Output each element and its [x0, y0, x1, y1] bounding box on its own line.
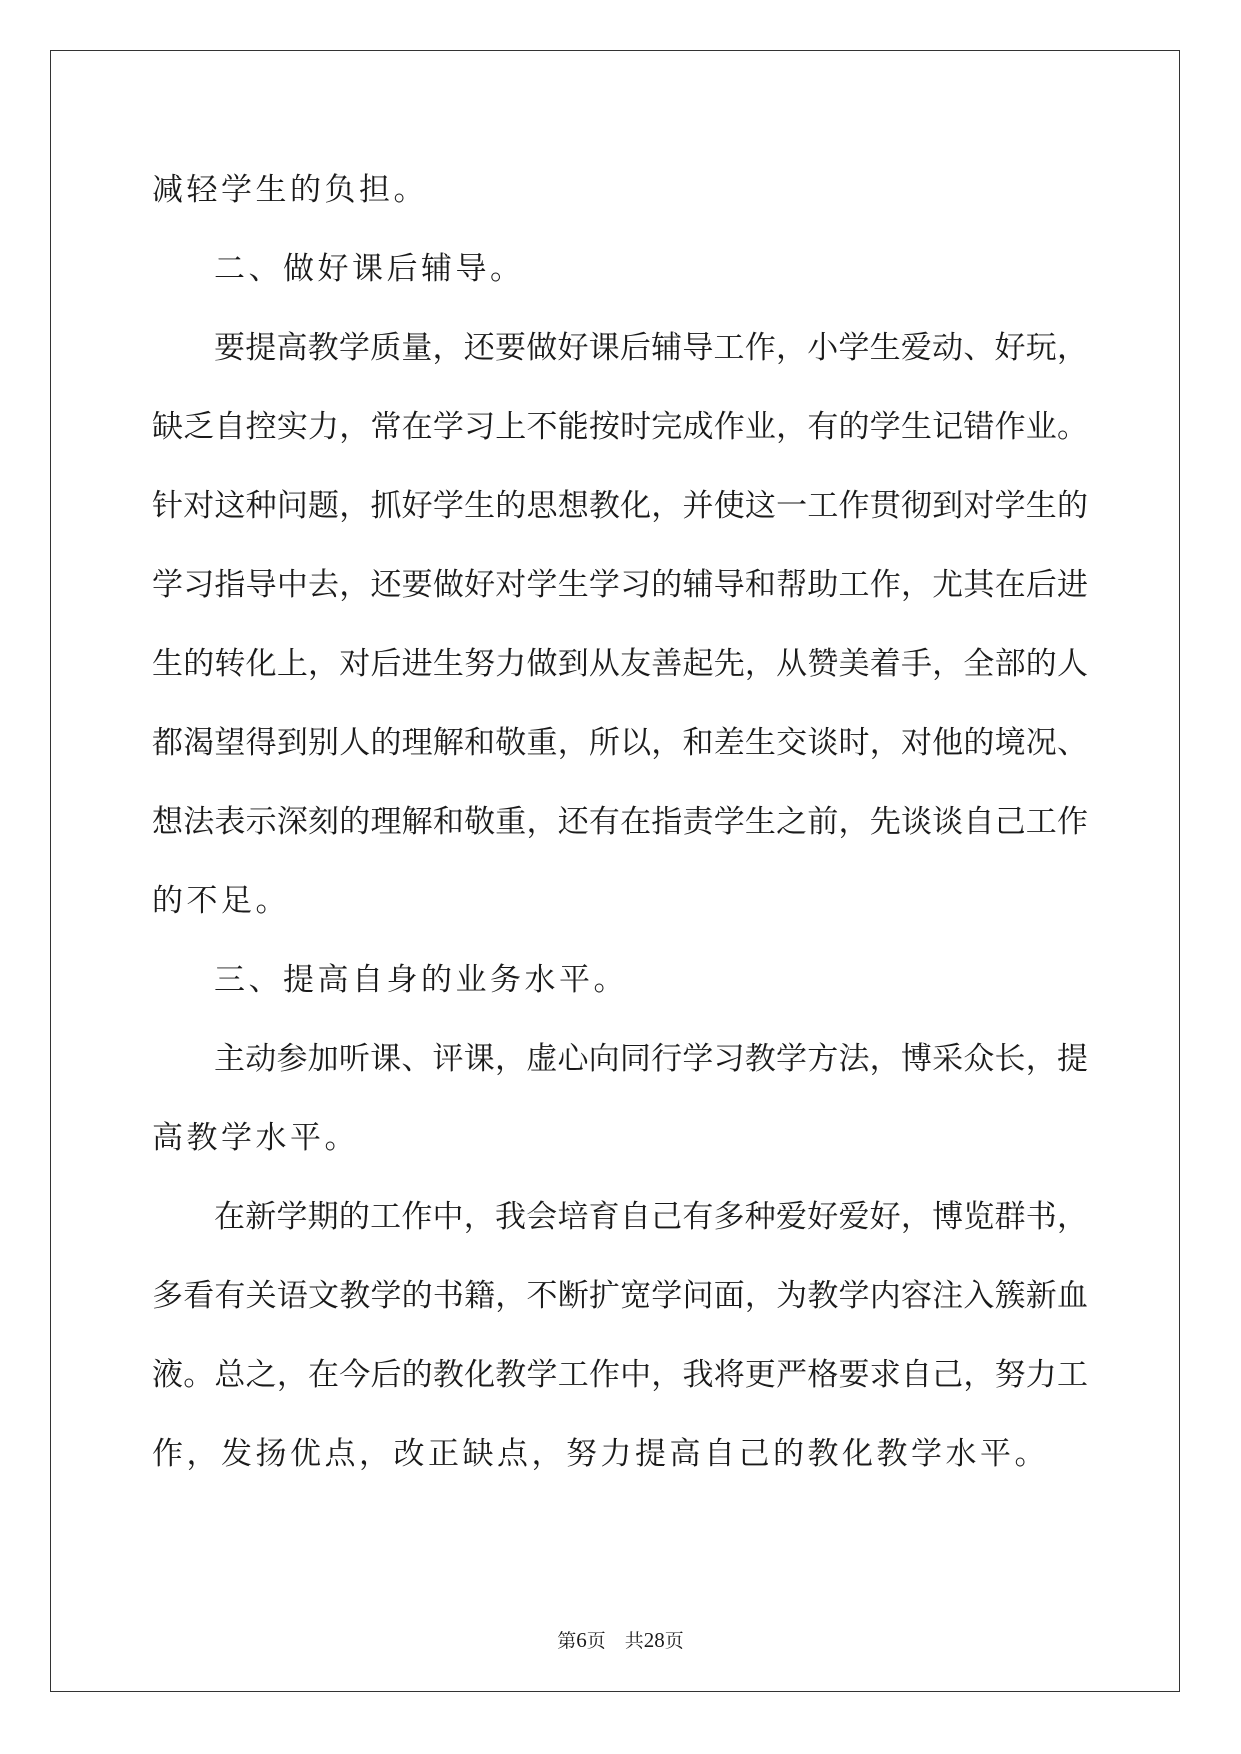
page-footer — [0, 1626, 1241, 1653]
text-line: 多看有关语文教学的书籍，不断扩宽学问面，为教学内容注入簇新血 — [152, 1278, 1088, 1314]
text-line: 三、提高自身的业务水平。 — [214, 962, 628, 998]
total-page-number: 28 — [643, 1628, 665, 1652]
text-line: 想法表示深刻的理解和敬重，还有在指责学生之前，先谈谈自己工作 — [152, 804, 1088, 840]
text-line: 高教学水平。 — [152, 1120, 359, 1156]
text-line: 生的转化上，对后进生努力做到从友善起先，从赞美着手，全部的人 — [152, 646, 1088, 682]
footer-total-prefix: 共 — [624, 1630, 644, 1652]
text-line: 都渴望得到别人的理解和敬重，所以，和差生交谈时，对他的境况、 — [152, 725, 1088, 761]
text-line: 针对这种问题，抓好学生的思想教化，并使这一工作贯彻到对学生的 — [152, 488, 1088, 524]
text-line: 二、做好课后辅导。 — [214, 251, 525, 287]
text-line: 要提高教学质量，还要做好课后辅导工作，小学生爱动、好玩， — [214, 330, 1088, 366]
text-line: 的不足。 — [152, 883, 290, 919]
footer-prefix: 第 — [557, 1630, 577, 1652]
footer-total-suffix: 页 — [664, 1630, 684, 1652]
text-line: 缺乏自控实力，常在学习上不能按时完成作业，有的学生记错作业。 — [152, 409, 1088, 445]
text-line: 作，发扬优点，改正缺点，努力提高自己的教化教学水平。 — [152, 1436, 1049, 1472]
text-line: 减轻学生的负担。 — [152, 172, 428, 208]
text-line: 在新学期的工作中，我会培育自己有多种爱好爱好，博览群书， — [214, 1199, 1088, 1235]
text-line: 主动参加听课、评课，虚心向同行学习教学方法，博采众长，提 — [214, 1041, 1088, 1077]
text-line: 学习指导中去，还要做好对学生学习的辅导和帮助工作，尤其在后进 — [152, 567, 1088, 603]
current-page-number: 6 — [576, 1628, 587, 1652]
document-body — [152, 160, 1088, 1503]
text-line: 液。总之，在今后的教化教学工作中，我将更严格要求自己，努力工 — [152, 1357, 1088, 1393]
footer-page-suffix: 页 — [586, 1630, 606, 1652]
